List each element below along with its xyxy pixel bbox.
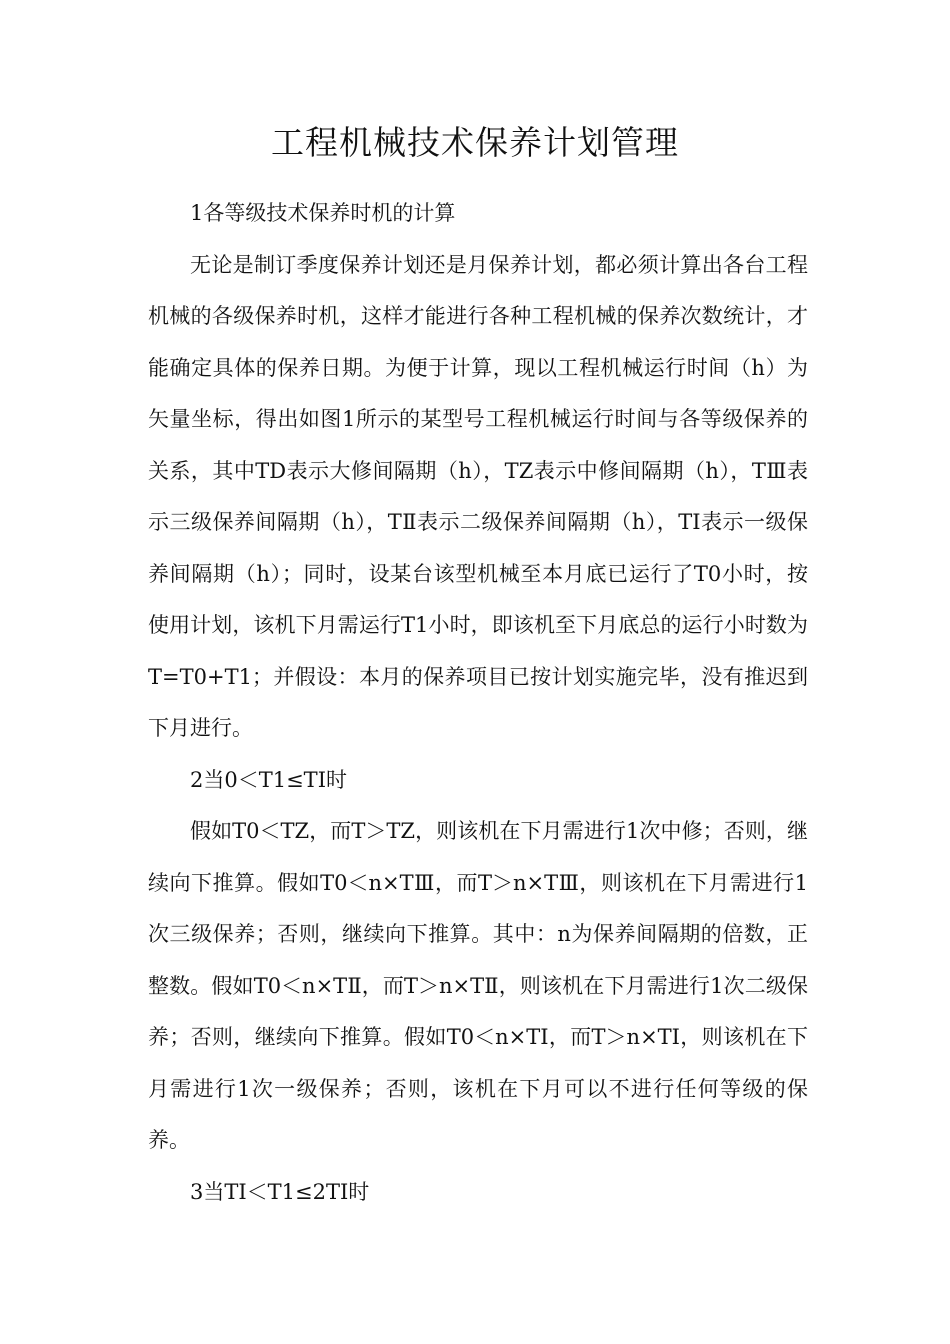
document-title: 工程机械技术保养计划管理 — [271, 123, 679, 162]
section-heading-1: 1各等级技术保养时机的计算 — [190, 201, 456, 225]
section-heading-2: 2当0＜T1≤TI时 — [190, 767, 347, 792]
paragraph-1: 无论是制订季度保养计划还是月保养计划，都必须计算出各台工程机械的各级保养时机，这样才能进行各种工程机械的保养次数统计，才能确定具体的保养日期。为便于计算，现以工程机械运行时间（h）为矢量坐标，得出如图1所示的某型号工程机械运行时间与各等级保养的关系，其中TD表示大修间隔期（h），TZ表示中修间隔期（h），TⅢ表示三级保养间隔期（h），TⅡ表示二级保养间隔期（h），TI表示一级保养间隔期（h）；同时，设某台该型机械至本月底已运行了T0小时，按使用计划，该机下月需运行T1小时，即该机至下月底总的运行小时数为T=T0+T1；并假设：本月的保养项目已按计划实施完毕，没有推迟到下月进行。 — [148, 252, 808, 740]
paragraph-2: 假如T0＜TZ，而T＞TZ，则该机在下月需进行1次中修；否则，继续向下推算。假如T0＜n×TⅢ，而T＞n×TⅢ，则该机在下月需进行1次三级保养；否则，继续向下推算。其中：n为保养间隔期的倍数，正整数。假如T0＜n×TⅡ，而T＞n×TⅡ，则该机在下月需进行1次二级保养；否则，继续向下推算。假如T0＜n×TI，而T＞n×TI，则该机在下月需进行1次一级保养；否则，该机在下月可以不进行任何等级的保养。 — [148, 819, 808, 1152]
section-heading-3: 3当TI＜T1≤2TI时 — [190, 1179, 370, 1204]
document-body — [148, 188, 808, 1218]
